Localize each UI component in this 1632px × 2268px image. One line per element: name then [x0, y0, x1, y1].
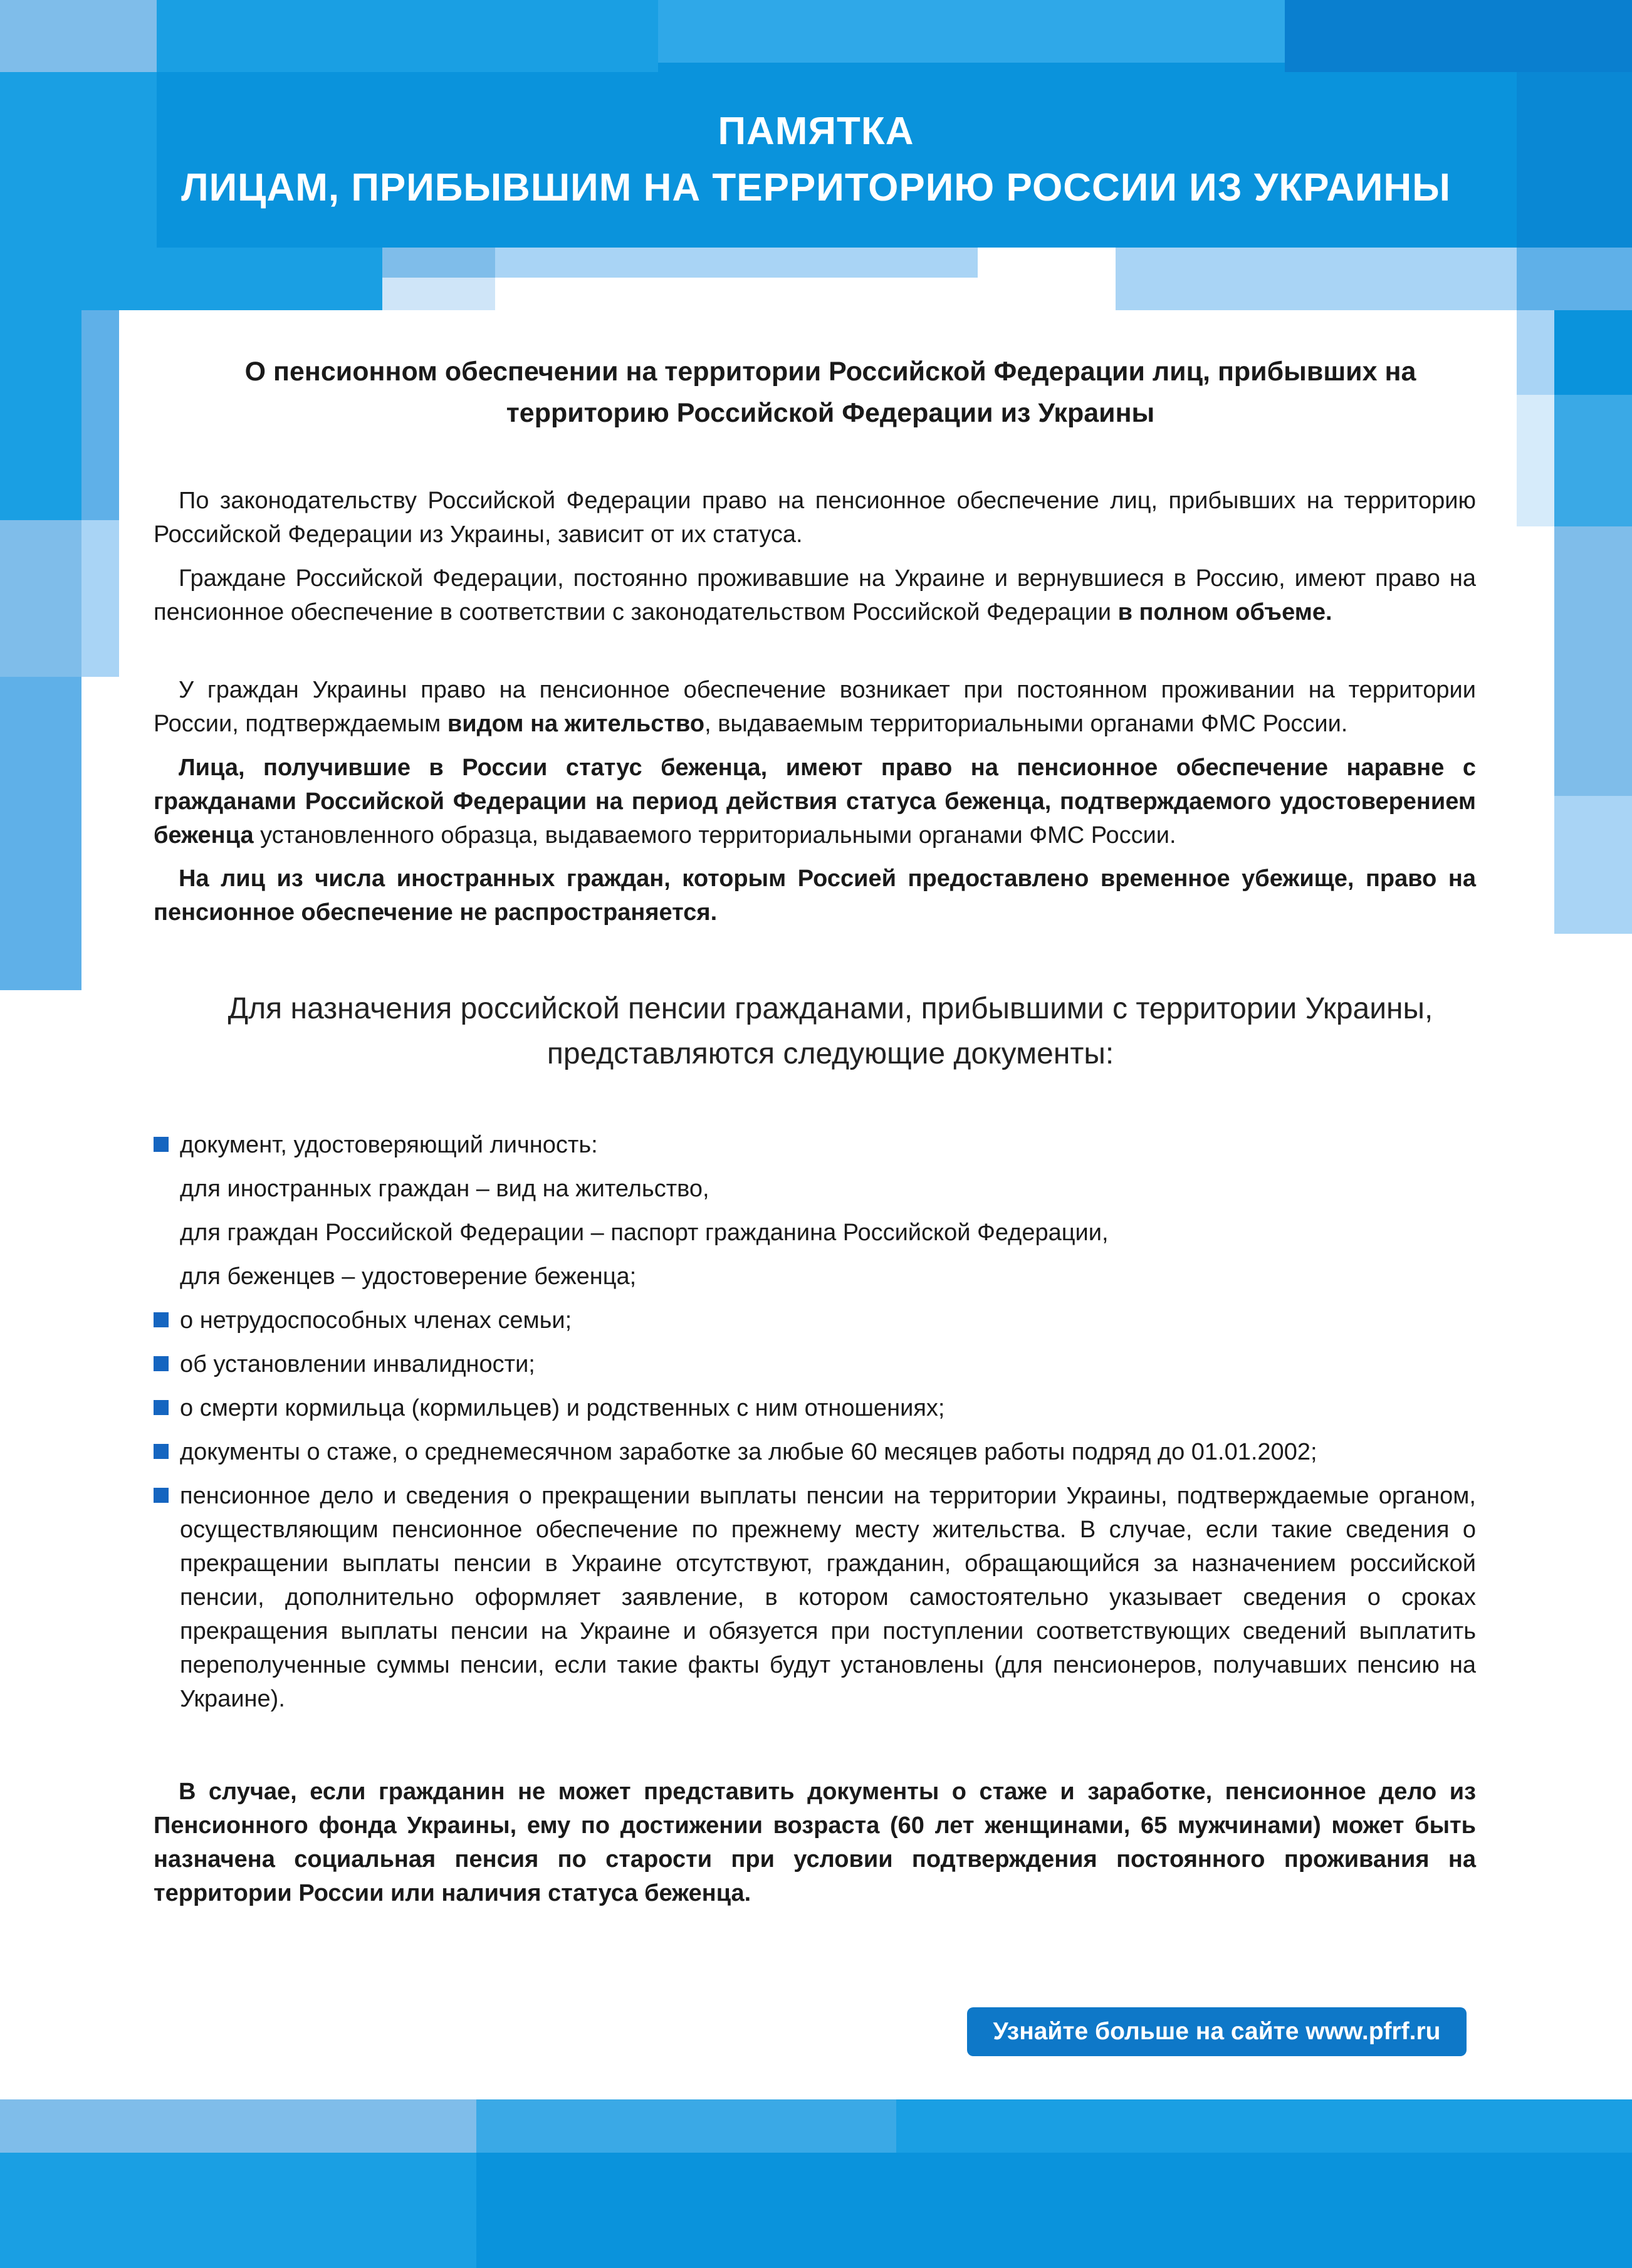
documents-heading — [182, 986, 1479, 1077]
footer-block-5 — [0, 2153, 476, 2268]
strip-block-3 — [382, 278, 495, 310]
left-block-5 — [0, 677, 81, 990]
page-title-line2: ЛИЦАМ, ПРИБЫВШИМ НА ТЕРРИТОРИЮ РОССИИ ИЗ УКРАИНЫ — [181, 166, 1451, 209]
list-item-text: об установлении инвалидности; — [180, 1351, 535, 1377]
square-bullet-icon — [154, 1356, 169, 1371]
section-subtitle — [182, 351, 1479, 434]
list-item-text: о смерти кормильца (кормильцев) и родственных с ним отношениях; — [180, 1395, 945, 1421]
list-item — [154, 1391, 1476, 1425]
list-item-text: пенсионное дело и сведения о прекращении выплаты пенсии на территории Украины, подтверждаемые органом, осуществляющим пенсионное обеспечение по прежнему месту жительства. В случае, если такие сведения о прекращении выплаты пенсии в Украине отсутствуют, гражданин, обращающийся за назначением российской пенсии, дополнительно оформляет заявление, в котором самостоятельно указывает сведения о сроках прекращения выплаты пенсии на Украине и обязуется при поступлении соответствующих сведений выплатить переполученные суммы пенсии, если такие факты будут установлены (для пенсионеров, получавших пенсию на Украине). — [180, 1483, 1476, 1712]
right-block-2 — [1554, 310, 1632, 395]
paragraph-legislation: По законодательству Российской Федерации право на пенсионное обеспечение лиц, прибывших на территорию Российской Федерации из Украины, зависит от их статуса. — [154, 488, 1476, 548]
paragraph-ukrainian-citizens-text-a: У граждан Украины право на пенсионное обеспечение возникает при постоянном проживании на территории России, подтверждаемым — [154, 677, 1476, 737]
paragraph-refugees-bold: Лица, получившие в России статус беженца, имеют право на пенсионное обеспечение наравне с гражданами Российской Федерации на период действия статуса беженца, подтверждаемого удостоверением беженца — [154, 755, 1476, 849]
right-block-5 — [1554, 526, 1632, 796]
header-block-mid — [157, 0, 658, 72]
right-block-1 — [1517, 310, 1554, 395]
page-title-line1: ПАМЯТКА — [718, 110, 914, 153]
footer-block-3 — [896, 2099, 1632, 2153]
right-block-6 — [1554, 796, 1632, 934]
list-subitem-text: для граждан Российской Федерации – паспорт гражданина Российской Федерации, — [180, 1220, 1109, 1246]
paragraph-russian-citizens-bold: в полном объеме. — [1117, 599, 1332, 625]
strip-block-1 — [0, 248, 382, 310]
list-item-text: документ, удостоверяющий личность: — [180, 1132, 598, 1158]
strip-block-4 — [495, 248, 978, 278]
section-subtitle-line1: О пенсионном обеспечении на территории Российской Федерации лиц, прибывших на — [244, 357, 1416, 387]
page-title — [0, 103, 1632, 216]
paragraph-ukrainian-citizens — [154, 673, 1476, 741]
list-subitem — [154, 1172, 1476, 1206]
paragraph-ukrainian-citizens-bold: видом на жительство — [447, 711, 705, 737]
left-block-1 — [0, 310, 81, 520]
right-block-4 — [1554, 395, 1632, 526]
list-item — [154, 1347, 1476, 1381]
documents-heading-line2: представляются следующие документы: — [547, 1037, 1114, 1070]
square-bullet-icon — [154, 1137, 169, 1152]
square-bullet-icon — [154, 1488, 169, 1503]
left-block-3 — [0, 520, 81, 677]
paragraph-refugees-text: установленного образца, выдаваемого территориальными органами ФМС России. — [253, 822, 1176, 849]
right-block-3 — [1517, 395, 1554, 526]
strip-block-5 — [1116, 248, 1517, 310]
documents-heading-line1: Для назначения российской пенсии гражданами, прибывшими с территории Украины, — [228, 992, 1433, 1025]
list-item — [154, 1304, 1476, 1337]
paragraph-russian-citizens-text: Граждане Российской Федерации, постоянно проживавшие на Украине и вернувшиеся в Россию, имеют право на пенсионное обеспечение в соответствии с законодательством Российской Федерации — [154, 565, 1476, 625]
left-block-2 — [81, 310, 119, 520]
social-pension-note: В случае, если гражданин не может представить документы о стаже и заработке, пенсионное дело из Пенсионного фонда Украины, ему по достижении возраста (60 лет женщинами, 65 мужчинами) может быть назначена социальная пенсия по старости при условии подтверждения постоянного проживания на территории России или наличия статуса беженца. — [154, 1779, 1476, 1906]
footer-block-2 — [476, 2099, 896, 2153]
list-item-text: документы о стаже, о среднемесячном заработке за любые 60 месяцев работы подряд до 01.01.2002; — [180, 1439, 1317, 1465]
paragraph-temporary-asylum: На лиц из числа иностранных граждан, которым Россией предоставлено временное убежище, право на пенсионное обеспечение не распространяется. — [154, 865, 1476, 926]
header-block-right-dark — [1285, 0, 1632, 72]
list-subitem-text: для беженцев – удостоверение беженца; — [180, 1263, 637, 1290]
square-bullet-icon — [154, 1444, 169, 1459]
list-subitem — [154, 1216, 1476, 1250]
list-item-text: о нетрудоспособных членах семьи; — [180, 1307, 572, 1334]
paragraph-russian-citizens — [154, 562, 1476, 629]
pfrf-site-link-button[interactable]: Узнайте больше на сайте www.pfrf.ru — [967, 2007, 1467, 2056]
list-subitem-text: для иностранных граждан – вид на жительство, — [180, 1176, 709, 1202]
left-block-4 — [81, 520, 119, 677]
strip-block-2 — [382, 248, 495, 278]
list-item — [154, 1435, 1476, 1469]
header-block-top-right-light — [658, 0, 1285, 63]
paragraph-refugees — [154, 751, 1476, 852]
list-item — [154, 1479, 1476, 1716]
list-item — [154, 1128, 1476, 1162]
list-subitem — [154, 1260, 1476, 1293]
paragraph-ukrainian-citizens-text-b: , выдаваемым территориальными органами ФМС России. — [704, 711, 1348, 737]
section-subtitle-line2: территорию Российской Федерации из Украины — [506, 398, 1155, 428]
square-bullet-icon — [154, 1312, 169, 1327]
footer-block-1 — [0, 2099, 476, 2153]
strip-block-6 — [1517, 248, 1632, 310]
square-bullet-icon — [154, 1400, 169, 1415]
